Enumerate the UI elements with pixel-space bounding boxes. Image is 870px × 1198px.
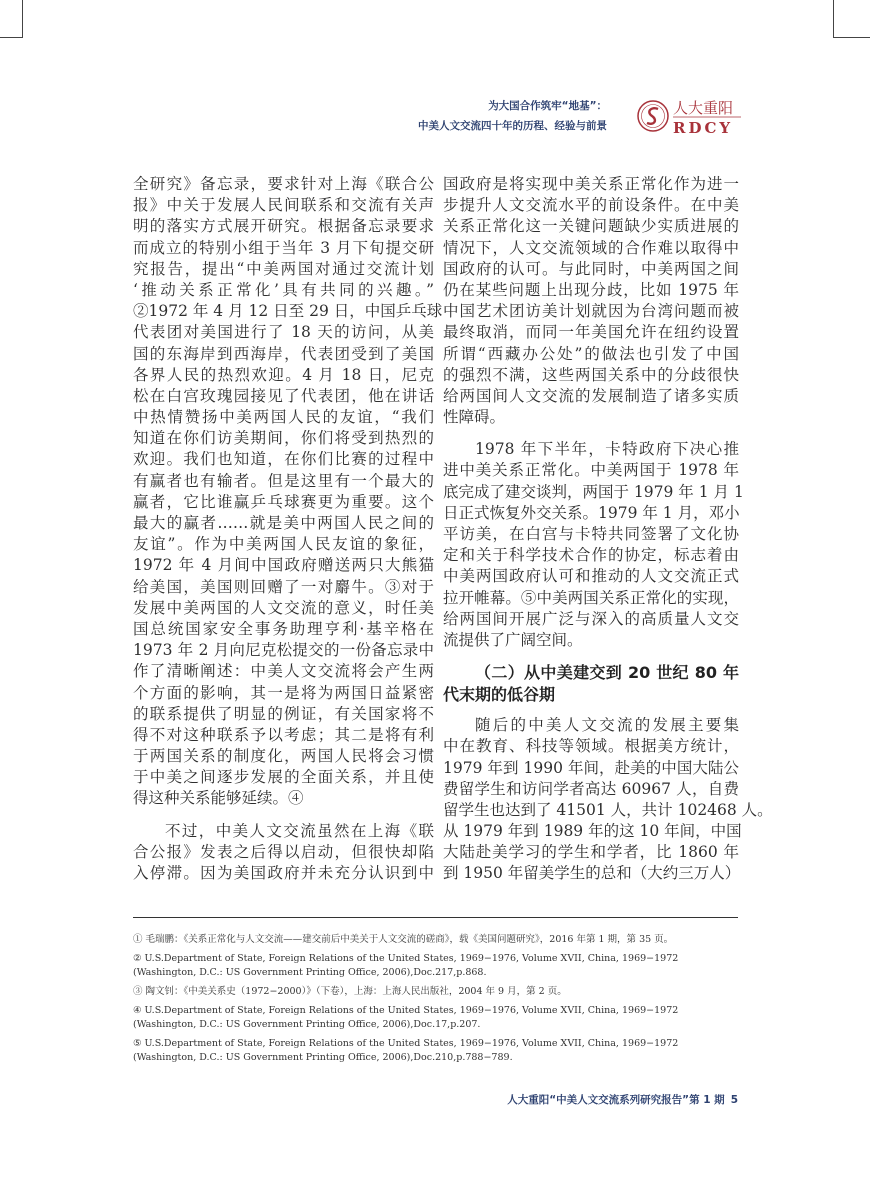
paragraph	[443, 715, 773, 885]
text-line: 欢迎。我们也知道，在你们比赛的过程中	[133, 450, 434, 469]
running-header	[418, 96, 607, 136]
footnote-separator	[133, 917, 738, 918]
text-line: 1978 年下半年，卡特政府下决心推	[475, 440, 739, 459]
text-line: 合公报》发表之后得以启动，但很快却陷	[133, 842, 434, 861]
text-line: 最终取消，而同一年美国允许在纽约设置	[443, 323, 739, 342]
paragraph	[133, 821, 434, 885]
footnotes	[133, 933, 738, 1070]
text-line: 底完成了建交谈判，两国于 1979 年 1 月 1	[443, 482, 744, 501]
text-line: 中国艺术团访美计划就因为台湾问题而被	[443, 302, 739, 321]
text-line: 不过，中美人文交流虽然在上海《联	[165, 821, 434, 840]
text-line: 中热情赞扬中美两国人民的友谊，“我们	[133, 408, 434, 427]
logo-text-en: RDCY	[673, 119, 734, 137]
text-line: 情况下，人文交流领域的合作难以取得中	[443, 238, 739, 257]
text-line: 各界人民的热烈欢迎。4 月 18 日，尼克	[133, 365, 434, 384]
text-line: 随后的中美人文交流的发展主要集	[475, 716, 739, 735]
crop-mark-top-left	[0, 0, 23, 38]
text-line: 究报告，提出“中美两国对通过交流计划	[133, 259, 434, 278]
footnote-3: ③ 陶文钊：《中美关系史（1972−2000）》（下卷），上海：上海人民出版社，2004 年 9 月，第 2 页。	[133, 986, 567, 997]
text-line: 个方面的影响，其一是将为两国日益紧密	[133, 683, 434, 702]
text-line: 1979 年到 1990 年间，赴美的中国大陆公	[443, 758, 739, 777]
text-line: 赢者，它比谁赢乒乓球赛更为重要。这个	[133, 492, 434, 511]
text-line: 于中美之间逐步发展的全面关系，并且使	[133, 768, 434, 787]
text-line: 明的落实方式展开研究。根据备忘录要求	[133, 217, 434, 236]
text-line: 发展中美两国的人文交流的意义，时任美	[133, 598, 434, 617]
text-line: 国政府的认可。与此同时，中美两国之间	[443, 259, 739, 278]
text-line: 国政府是将实现中美关系正常化作为进一	[443, 175, 739, 193]
text-line: 日正式恢复外交关系。1979 年 1 月，邓小	[443, 503, 740, 522]
text-line: 而成立的特别小组于当年 3 月下旬提交研	[133, 238, 434, 257]
text-line: 国的东海岸到西海岸，代表团受到了美国	[133, 344, 434, 363]
paragraph	[443, 174, 739, 428]
footnote-4: ④ U.S.Department of State, Foreign Relations of the United States, 1969−1976, Volume XVII, China, 1969−1972 (Washington, D.C.: US Government Printing Office, 2006),Doc.17,p.207.	[133, 1005, 679, 1030]
text-line: ‘推动关系正常化’具有共同的兴趣。”	[133, 280, 434, 299]
text-line: 进中美关系正常化。中美两国于 1978 年	[443, 461, 739, 480]
text-line: 有赢者也有输者。但是这里有一个最大的	[133, 471, 434, 490]
text-line: 1972 年 4 月间中国政府赠送两只大熊猫	[133, 556, 434, 575]
text-line: 给两国间开展广泛与深入的高质量人文交	[443, 609, 739, 628]
footer-series: 人大重阳“中美人文交流系列研究报告”第 1 期	[507, 1094, 725, 1106]
footnote-2: ② U.S.Department of State, Foreign Relations of the United States, 1969−1976, Volume XVII, China, 1969−1972 (Washington, D.C.: US Government Printing Office, 2006),Doc.217,p.868.	[133, 953, 679, 978]
text-line: ②1972 年 4 月 12 日至 29 日，中国乒乓球	[133, 302, 443, 321]
crop-mark-top-right	[833, 0, 870, 38]
paragraph	[443, 439, 744, 651]
text-line: 到 1950 年留美学生的总和（大约三万人）	[443, 864, 741, 883]
header-title-line1: 为大国合作筑牢“地基”：	[488, 100, 607, 112]
text-line: 中美两国政府认可和推动的人文交流正式	[443, 567, 739, 586]
rdcy-logo	[637, 96, 741, 137]
text-line: 代表团对美国进行了 18 天的访问，从美	[133, 323, 434, 342]
text-line: 知道在你们访美期间，你们将受到热烈的	[133, 429, 434, 448]
text-line: 松在白宫玫瑰园接见了代表团，他在讲话	[133, 386, 434, 405]
text-line: 得这种关系能够延续。④	[133, 789, 304, 808]
text-line: 拉开帷幕。⑤中美两国关系正常化的实现，	[443, 588, 739, 607]
text-line: 作了清晰阐述：中美人文交流将会产生两	[133, 662, 434, 681]
heading-line: （二）从中美建交到 20 世纪 80 年	[475, 663, 739, 683]
text-line: 大陆赴美学习的学生和学者，比 1860 年	[443, 843, 739, 862]
text-line: 从 1979 年到 1989 年的这 10 年间，中国	[443, 822, 742, 841]
text-line: 仍在某些问题上出现分歧，比如 1975 年	[443, 280, 739, 299]
left-column	[133, 174, 443, 895]
text-line: 入停滞。因为美国政府并未充分认识到中	[133, 864, 434, 882]
text-line: 友谊”。作为中美两国人民友谊的象征，	[133, 535, 434, 554]
text-line: 最大的赢者……就是美中两国人民之间的	[133, 514, 434, 532]
text-line: 得不对这种联系予以考虑；其二是将有利	[133, 725, 434, 744]
text-line: 于两国关系的制度化，两国人民将会习惯	[133, 747, 434, 766]
paragraph	[133, 174, 443, 810]
text-line: 定和关于科学技术合作的协定，标志着由	[443, 546, 739, 565]
page-number: 5	[730, 1094, 738, 1106]
text-line: 流提供了广阔空间。	[443, 630, 583, 649]
text-line: 步提升人文交流水平的前设条件。在中美	[443, 196, 739, 215]
text-line: 的联系提供了明显的例证，有关国家将不	[133, 704, 434, 723]
page-footer	[501, 1092, 738, 1107]
text-line: 留学生也达到了 41501 人，共计 102468 人。	[443, 800, 773, 819]
text-line: 平访美，在白宫与卡特共同签署了文化协	[443, 525, 739, 543]
text-line: 中在教育、科技等领域。根据美方统计，	[443, 737, 739, 756]
text-line: 给美国，美国则回赠了一对麝牛。③对于	[133, 577, 434, 596]
text-line: 国总统国家安全事务助理亨利·基辛格在	[133, 619, 434, 638]
footnote-5: ⑤ U.S.Department of State, Foreign Relations of the United States, 1969−1976, Volume XVII, China, 1969−1972 (Washington, D.C.: US Government Printing Office, 2006),Doc.210,p.788−789.	[133, 1038, 679, 1063]
rdcy-seal-icon	[637, 96, 741, 136]
right-column	[443, 174, 773, 896]
text-line: 报》中关于发展人民间联系和交流有关声	[133, 196, 434, 215]
section-heading	[443, 662, 739, 706]
logo-text-cn: 人大重阳	[673, 99, 734, 117]
text-line: 费留学生和访问学者高达 60967 人，自费	[443, 779, 739, 798]
text-line: 给两国间人文交流的发展制造了诸多实质	[443, 386, 739, 405]
text-line: 关系正常化这一关键问题缺少实质进展的	[443, 217, 739, 236]
text-line: 所谓“西藏办公处”的做法也引发了中国	[443, 344, 739, 363]
text-line: 性障碍。	[443, 408, 506, 427]
footnote-1: ① 毛瑞鹏：《关系正常化与人文交流——建交前后中美关于人文交流的磋商》，载《美国问题研究》，2016 年第 1 期，第 35 页。	[133, 934, 674, 945]
header-title-line2: 中美人文交流四十年的历程、经验与前景	[418, 120, 607, 132]
text-line: 1973 年 2 月向尼克松提交的一份备忘录中	[133, 641, 434, 660]
heading-line: 代末期的低谷期	[443, 685, 556, 705]
text-line: 的强烈不满，这些两国关系中的分歧很快	[443, 365, 739, 384]
text-line: 全研究》备忘录，要求针对上海《联合公	[133, 175, 434, 193]
